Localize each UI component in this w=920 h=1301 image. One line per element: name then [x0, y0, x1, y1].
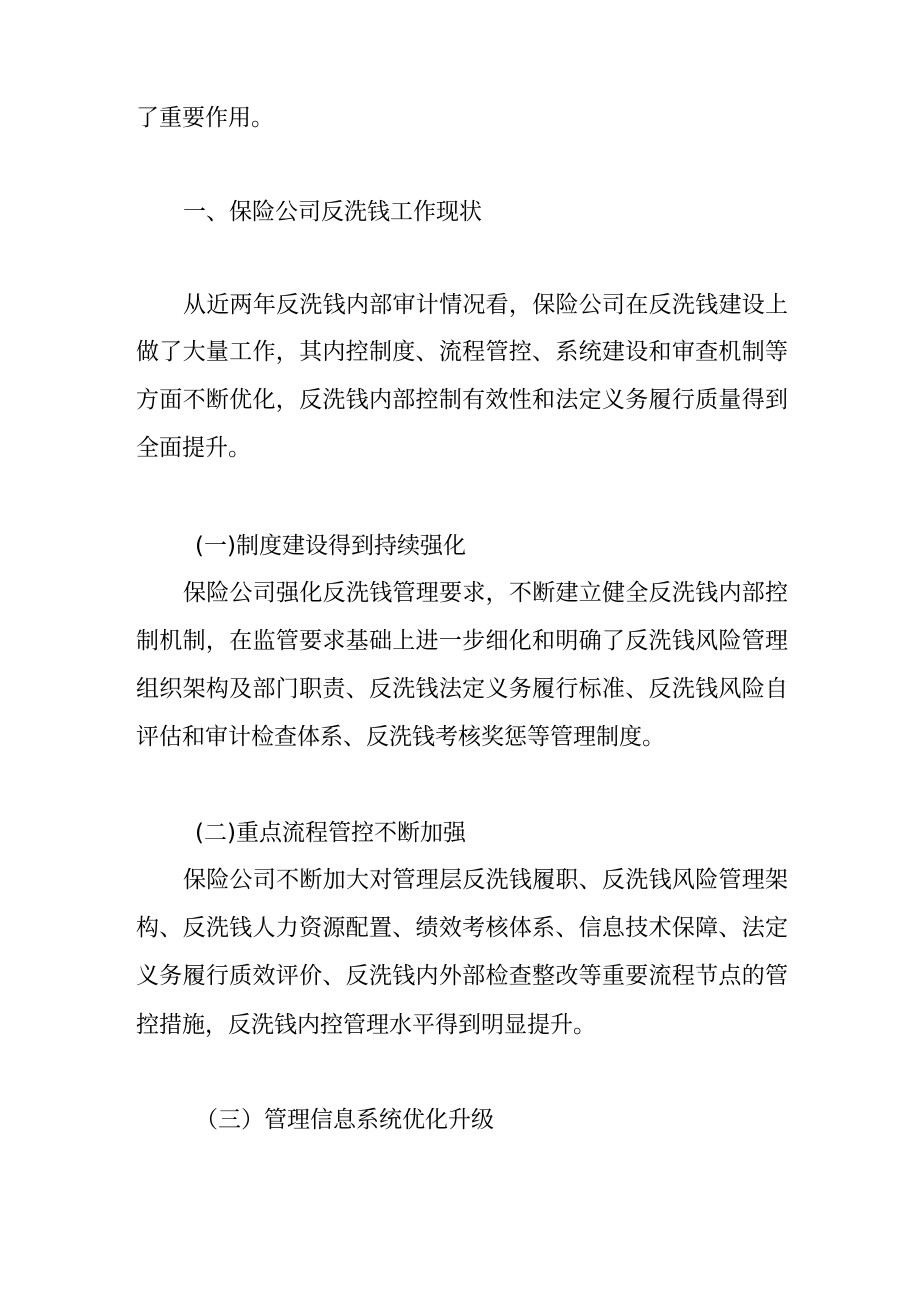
subsection-heading: (一)制度建设得到持续强化: [195, 533, 466, 559]
paragraph-line: 保险公司不断加大对管理层反洗钱履职、反洗钱风险管理架: [183, 867, 788, 893]
paragraph-line: 方面不断优化，反洗钱内部控制有效性和法定义务履行质量得到: [136, 387, 788, 413]
paragraph-line: 控措施，反洗钱内控管理水平得到明显提升。: [136, 1012, 596, 1038]
paragraph-line: 义务履行质效评价、反洗钱内外部检查整改等重要流程节点的管: [136, 963, 788, 989]
paragraph-line: 构、反洗钱人力资源配置、绩效考核体系、信息技术保障、法定: [136, 915, 788, 941]
paragraph-line: 制机制，在监管要求基础上进一步细化和明确了反洗钱风险管理: [136, 628, 788, 654]
subsection-heading: （三）管理信息系统优化升级: [195, 1107, 494, 1133]
paragraph-line: 做了大量工作，其内控制度、流程管控、系统建设和审查机制等: [136, 339, 788, 365]
continuation-text: 了重要作用。: [136, 105, 274, 131]
paragraph-line: 保险公司强化反洗钱管理要求，不断建立健全反洗钱内部控: [183, 580, 788, 606]
paragraph-line: 组织架构及部门职责、反洗钱法定义务履行标准、反洗钱风险自: [136, 676, 788, 702]
section-heading: 一、保险公司反洗钱工作现状: [183, 199, 482, 225]
paragraph-line: 从近两年反洗钱内部审计情况看，保险公司在反洗钱建设上: [183, 292, 788, 318]
subsection-heading: (二)重点流程管控不断加强: [195, 820, 466, 846]
paragraph-line: 全面提升。: [136, 435, 251, 461]
paragraph-line: 评估和审计检查体系、反洗钱考核奖惩等管理制度。: [136, 724, 665, 750]
